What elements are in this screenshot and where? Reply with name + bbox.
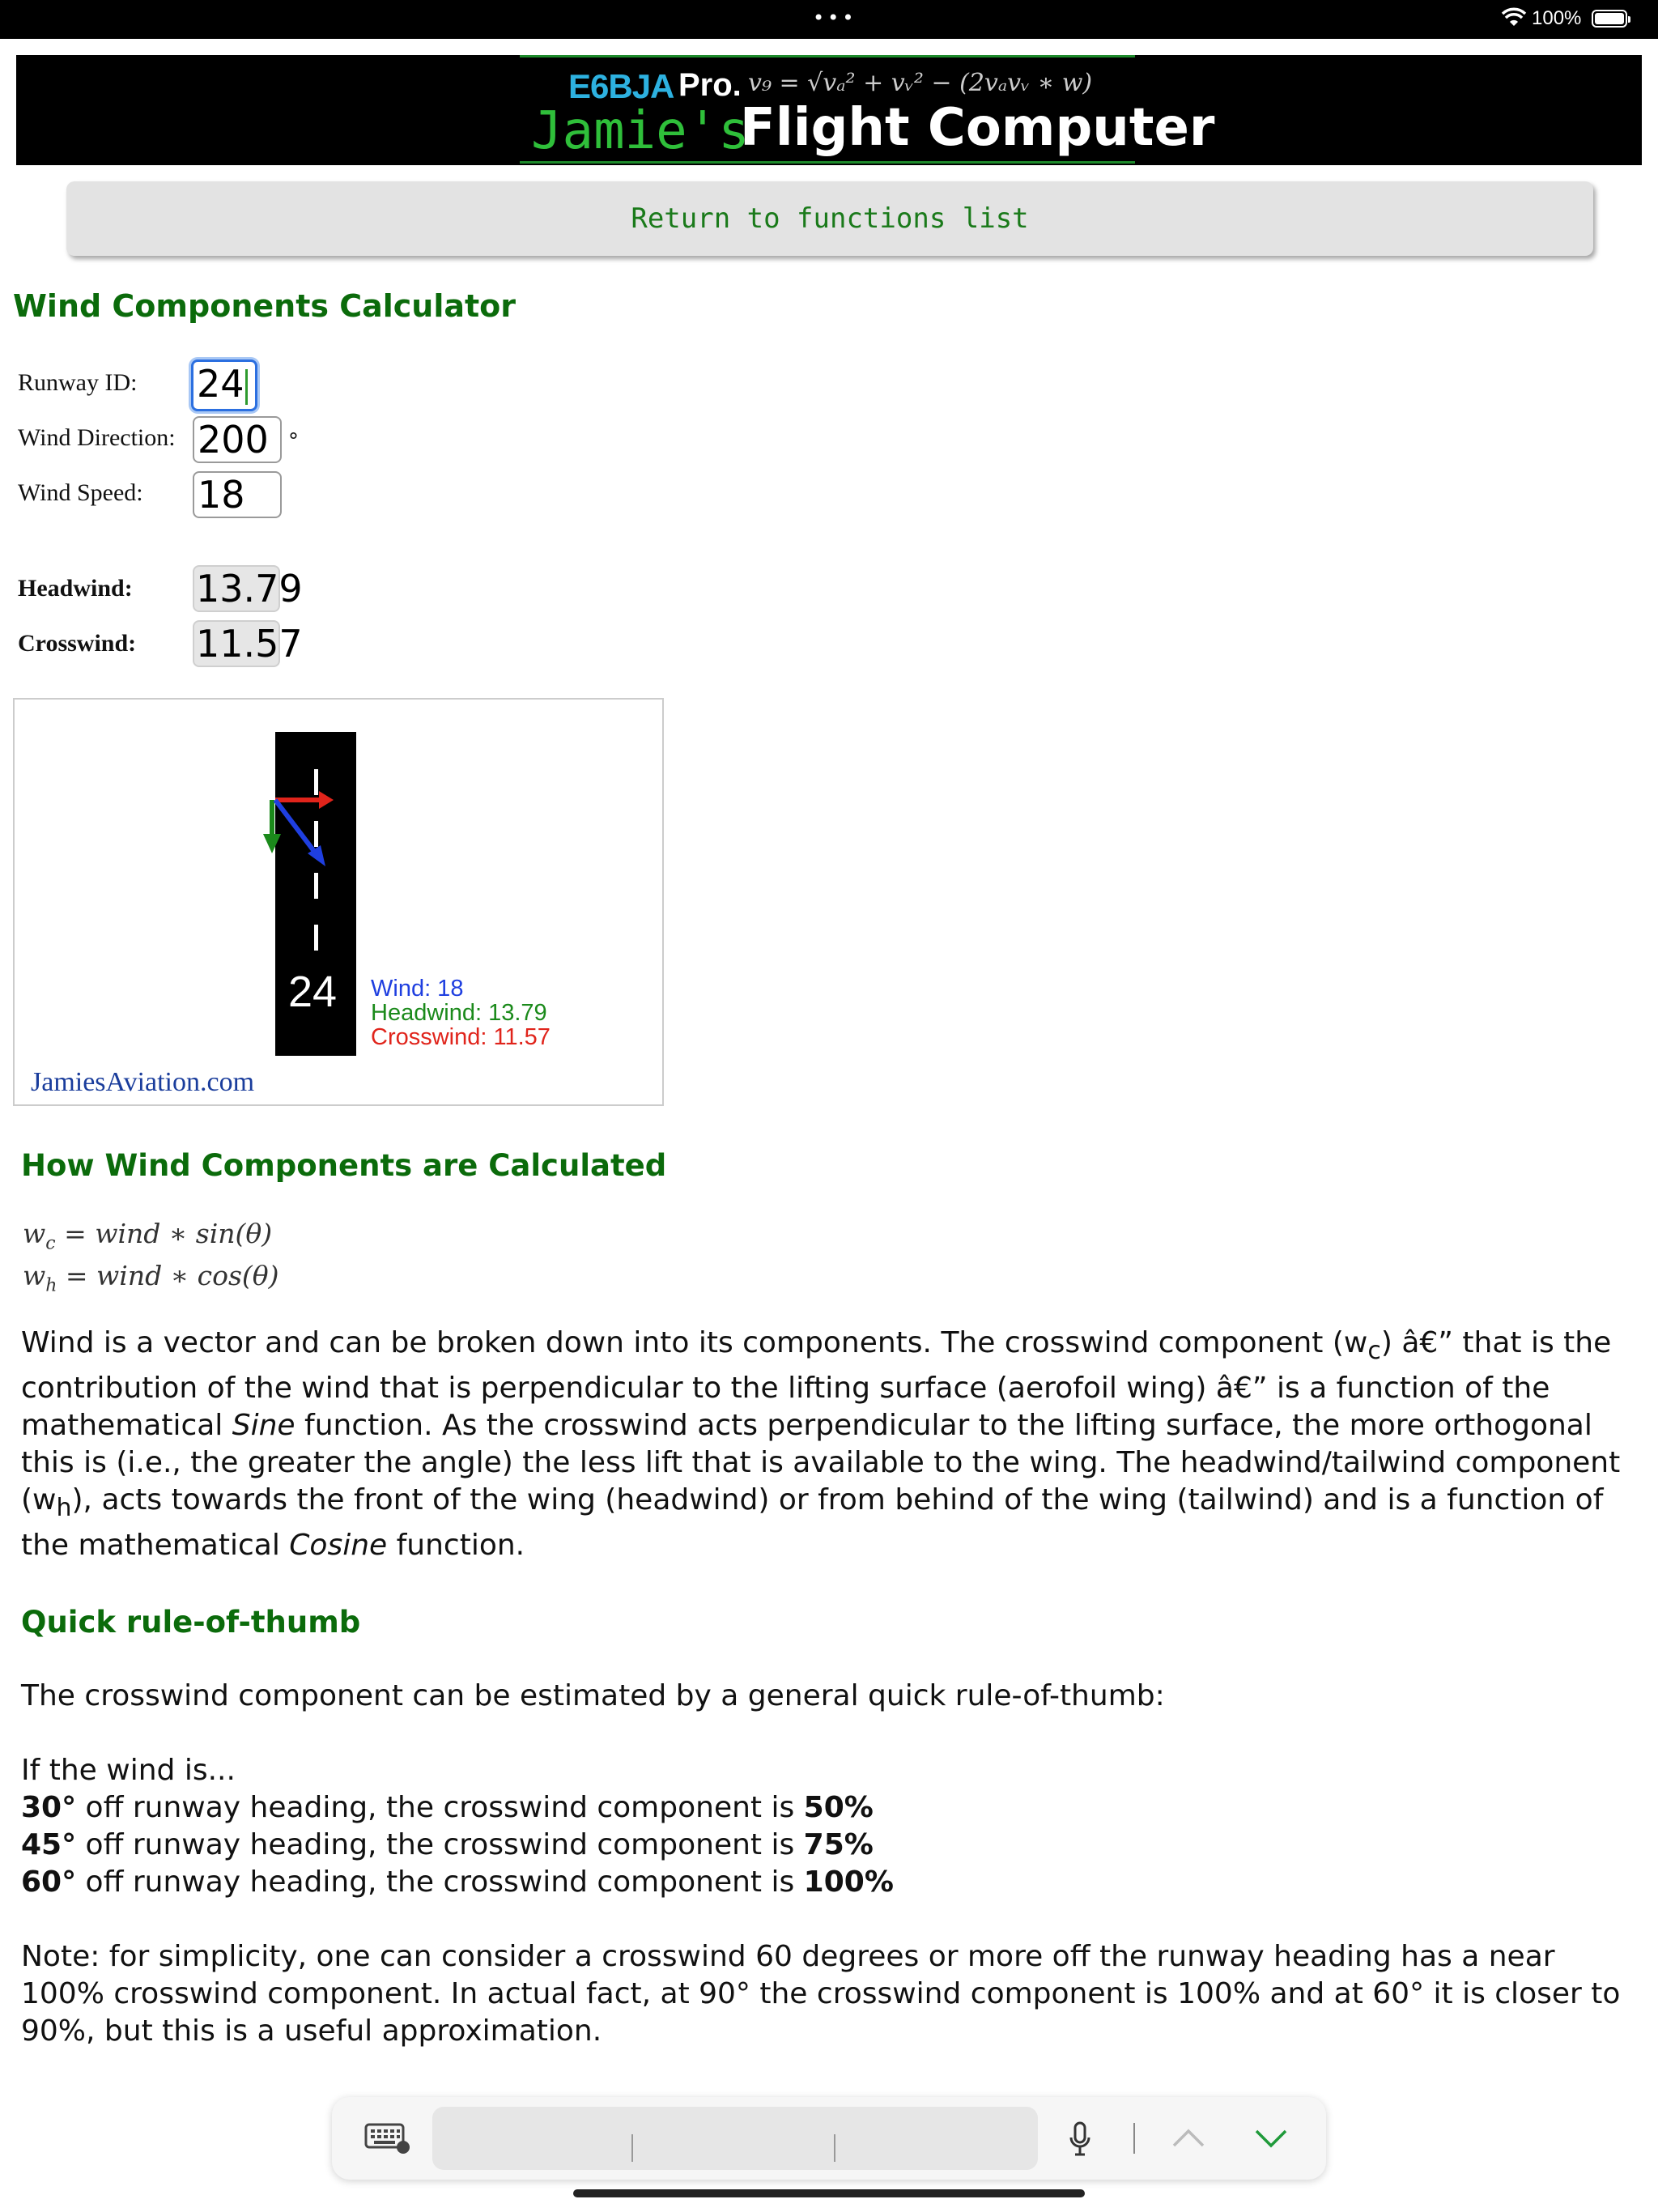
status-bar <box>0 0 1658 39</box>
rule-lead: If the wind is... <box>21 1754 236 1787</box>
rule-row: 60° off runway heading, the crosswind component is 100% <box>21 1865 894 1899</box>
legend-wind: Wind: 18 <box>371 976 464 1002</box>
battery-icon <box>1592 10 1627 28</box>
wind-speed-input[interactable]: 18 <box>193 471 282 518</box>
legend-headwind: Headwind: 13.79 <box>371 1000 547 1026</box>
banner-jamies: Jamie's <box>531 101 750 161</box>
runway-number: 24 <box>288 968 338 1016</box>
runway-id-value: 24 <box>197 362 244 406</box>
keyboard-icon[interactable] <box>364 2123 411 2154</box>
wind-speed-label: Wind Speed: <box>18 479 143 506</box>
runway-graphic <box>15 700 662 1104</box>
crosswind-label: Crosswind: <box>18 630 137 657</box>
home-indicator[interactable] <box>573 2189 1085 2197</box>
wind-direction-label: Wind Direction: <box>18 424 176 451</box>
suggestion-separator <box>631 2134 633 2162</box>
crosswind-output: 11.57 <box>193 620 280 667</box>
suggestion-separator <box>834 2134 835 2162</box>
crosswind-equation: $w_c$ = wind ∗ sin(θ) <box>23 1218 273 1254</box>
centerline-dash <box>314 821 318 847</box>
wind-diagram <box>13 698 664 1106</box>
keyboard-accessory-bar <box>332 2097 1326 2180</box>
rule-row: 30° off runway heading, the crosswind component is 50% <box>21 1791 874 1824</box>
site-banner <box>16 55 1642 165</box>
site-credit: JamiesAviation.com <box>31 1067 255 1097</box>
battery-percent: 100% <box>1532 7 1582 29</box>
banner-flight-computer: Flight Computer <box>740 98 1215 158</box>
rule-note: Note: for simplicity, one can consider a crosswind 60 degrees or more off the runway heading has a near 100% crosswind component. In actual fact, at 90° the crosswind component is 100% and at 60° it is closer to 90%, but this is a useful approximation. <box>21 1940 1621 2048</box>
legend-crosswind: Crosswind: 11.57 <box>371 1024 551 1050</box>
wind-direction-input[interactable]: 200 <box>193 416 282 463</box>
brand-e6bja: E6BJA <box>568 67 674 105</box>
rule-row: 45° off runway heading, the crosswind component is 75% <box>21 1828 874 1861</box>
headwind-label: Headwind: <box>18 575 133 602</box>
site-logo[interactable] <box>520 55 1215 164</box>
rule-of-thumb-title: Quick rule-of-thumb <box>21 1605 361 1640</box>
multitasking-dots[interactable]: ••• <box>813 6 857 29</box>
calculator-title: Wind Components Calculator <box>13 288 517 324</box>
runway-id-label: Runway ID: <box>18 369 138 396</box>
wifi-icon <box>1502 8 1526 28</box>
explanation-paragraph: Wind is a vector and can be broken down into its components. The crosswind component $(w_c)$ â€” that is the contribution of the wind that is perpendicular to the lifting surface (aerofoil wing) â€” is a function of the mathematical Sine function. As the crosswind acts perpendicular to the lifting surface, the more orthogonal this is (i.e., the greater the angle) the less lift that is available to the wing. The headwind/tailwind component $(w_h)$, acts towards the front of the wing (headwind) or from behind of the wing (tailwind) and is a function of the mathematical Cosine function. <box>21 1326 1621 1563</box>
centerline-dash <box>314 873 318 899</box>
chevron-up-icon[interactable] <box>1171 2126 1206 2149</box>
runway-id-input[interactable] <box>191 359 257 411</box>
toolbar-divider <box>1133 2123 1135 2154</box>
headwind-equation: $w_h$ = wind ∗ cos(θ) <box>23 1260 279 1296</box>
degree-symbol: ° <box>288 429 299 453</box>
centerline-dash <box>314 769 318 795</box>
rule-list <box>21 1752 1640 1901</box>
microphone-icon[interactable] <box>1069 2121 1091 2157</box>
rule-intro: The crosswind component can be estimated by a general quick rule-of-thumb: <box>21 1679 1165 1712</box>
banner-formula: v₉ = √vₐ² + vᵥ² − (2vₐvᵥ ∗ w) <box>748 69 1093 97</box>
brand-pro: Pro. <box>678 67 742 103</box>
chevron-down-icon[interactable] <box>1253 2128 1289 2150</box>
centerline-dash <box>314 925 318 951</box>
headwind-output: 13.79 <box>193 565 280 612</box>
text-caret <box>245 369 248 405</box>
explanation-title: How Wind Components are Calculated <box>21 1148 667 1183</box>
return-to-functions-button[interactable]: Return to functions list <box>66 181 1593 256</box>
text-suggestion-bar[interactable] <box>432 2107 1038 2170</box>
